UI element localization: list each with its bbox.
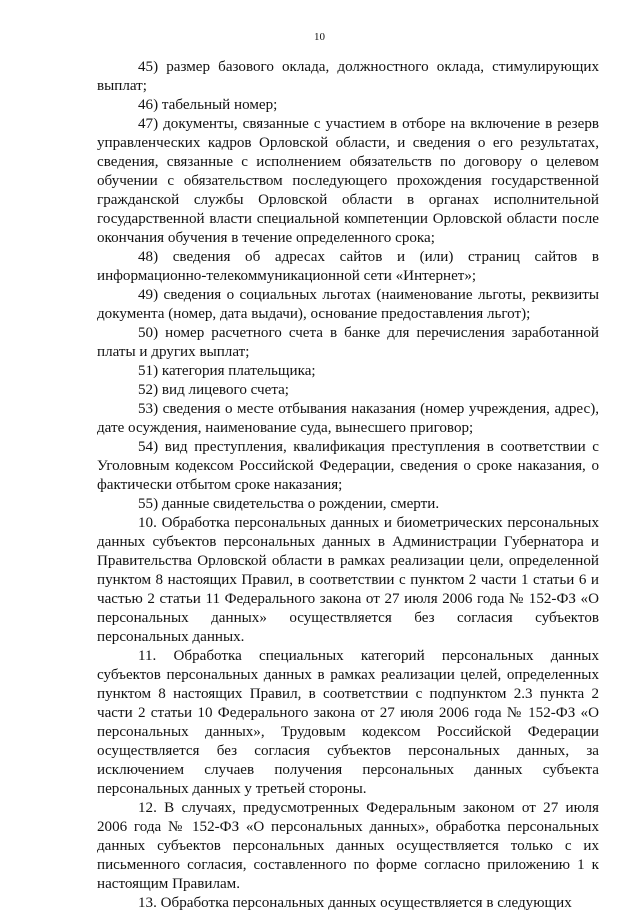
clause-12: 12. В случаях, предусмотренных Федеральным законом от 27 июля 2006 года № 152-ФЗ «О персональных данных», обработка персональных данных субъектов персональных данных осуществляется только с их письменного согласия, составленного по форме согласно приложению 1 к настоящим Правилам.: [97, 800, 599, 892]
document-body: [97, 58, 599, 913]
list-item-52: 52) вид лицевого счета;: [138, 382, 290, 398]
list-item-48: 48) сведения об адресах сайтов и (или) страниц сайтов в информационно-телекоммуникационной сети «Интернет»;: [97, 249, 599, 284]
clause-11: 11. Обработка специальных категорий персональных данных субъектов персональных данных в рамках реализации целей, определенных пунктом 8 настоящих Правил, в соответствии с подпунктом 2.3 пункта 2 части 2 статьи 10 Федерального закона от 27 июля 2006 года № 152-ФЗ «О персональных данных», Трудовым кодексом Российской Федерации осуществляется без согласия субъектов персональных данных, за исключением случаев получения персональных данных субъекта персональных данных у третьей стороны.: [97, 648, 599, 797]
list-item-49: 49) сведения о социальных льготах (наименование льготы, реквизиты документа (номер, дата выдачи), основание предоставления льгот);: [97, 287, 599, 322]
list-item-55: 55) данные свидетельства о рождении, смерти.: [138, 496, 440, 512]
list-item-46: 46) табельный номер;: [138, 97, 278, 113]
list-item-54: 54) вид преступления, квалификация преступления в соответствии с Уголовным кодексом Российской Федерации, сведения о сроке наказания, о фактически отбытом сроке наказания;: [97, 439, 599, 493]
list-item-53: 53) сведения о месте отбывания наказания (номер учреждения, адрес), дате осуждения, наименование суда, вынесшего приговор;: [97, 401, 599, 436]
list-item-47: 47) документы, связанные с участием в отборе на включение в резерв управленческих кадров Орловской области, и сведения о его результатах, сведения, связанные с исполнением обязательств по договору о целевом обучении с обязательством последующего прохождения государственной гражданской службы Орловской области в органах исполнительной государственной власти специальной компетенции Орловской области после окончания обучения в течение определенного срока;: [97, 116, 599, 246]
clause-10: 10. Обработка персональных данных и биометрических персональных данных субъектов персональных данных в Администрации Губернатора и Правительства Орловской области в рамках реализации цели, определенной пунктом 8 настоящих Правил, в соответствии с пунктом 2 части 1 статьи 6 и частью 2 статьи 11 Федерального закона от 27 июля 2006 года № 152-ФЗ «О персональных данных» осуществляется без согласия субъектов персональных данных.: [97, 515, 599, 645]
list-item-50: 50) номер расчетного счета в банке для перечисления заработанной платы и других выплат;: [97, 325, 599, 360]
list-item-51: 51) категория плательщика;: [138, 363, 316, 379]
page-number: 10: [314, 31, 325, 43]
clause-13: 13. Обработка персональных данных осуществляется в следующих: [138, 895, 572, 911]
list-item-45: 45) размер базового оклада, должностного оклада, стимулирующих выплат;: [97, 59, 599, 94]
